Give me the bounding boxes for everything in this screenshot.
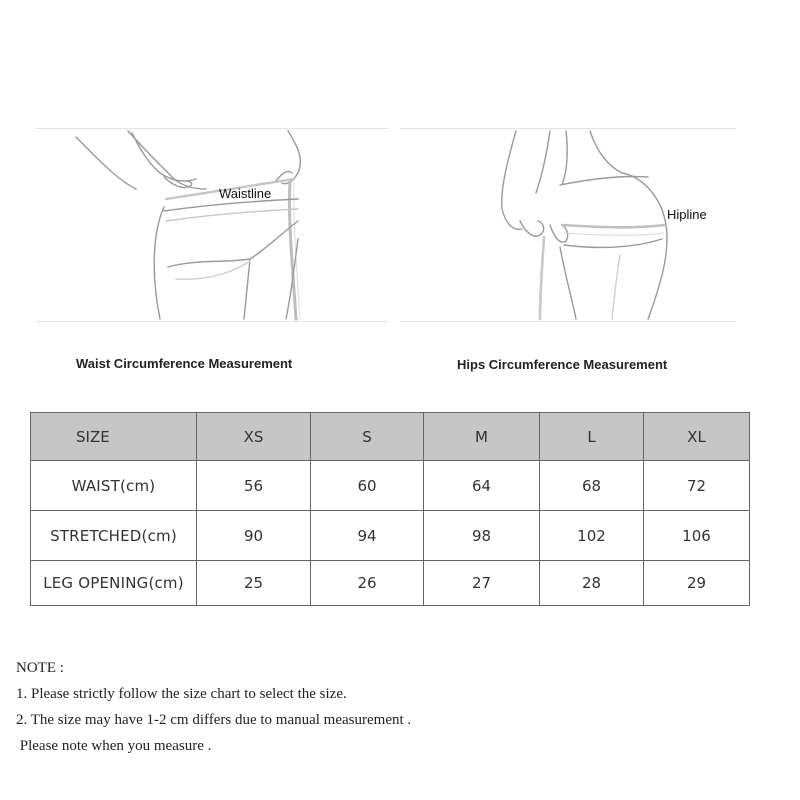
size-column-header: XS xyxy=(197,413,311,461)
table-cell: 64 xyxy=(424,461,540,511)
row-label-text: LEG OPENING xyxy=(43,574,149,592)
row-label-text: STRETCHED xyxy=(50,526,142,545)
size-header-cell: SIZE xyxy=(31,413,197,461)
hips-caption: Hips Circumference Measurement xyxy=(457,357,668,372)
table-cell: 90 xyxy=(197,511,311,561)
table-cell: 25 xyxy=(197,561,311,606)
waist-figure-drawing xyxy=(36,129,388,321)
table-cell: 98 xyxy=(424,511,540,561)
hipline-label: Hipline xyxy=(667,207,707,222)
table-row xyxy=(31,561,750,606)
table-row xyxy=(31,511,750,561)
row-label-waist xyxy=(31,461,197,511)
table-row xyxy=(31,461,750,511)
row-label-text: WAIST xyxy=(71,476,120,495)
table-header-row xyxy=(31,413,750,461)
table-cell: 68 xyxy=(540,461,644,511)
table-cell: 29 xyxy=(644,561,750,606)
table-cell: 27 xyxy=(424,561,540,606)
notes-section xyxy=(16,655,411,759)
waist-measurement-illustration xyxy=(36,128,388,322)
table-cell: 56 xyxy=(197,461,311,511)
notes-heading: NOTE : xyxy=(16,660,64,676)
table-cell: 94 xyxy=(311,511,424,561)
size-column-header: S xyxy=(311,413,424,461)
note-line: 1. Please strictly follow the size chart to select the size. xyxy=(16,686,347,702)
hips-measurement-illustration xyxy=(400,128,736,322)
row-label-leg-opening xyxy=(31,561,197,606)
size-column-header: M xyxy=(424,413,540,461)
table-cell: 28 xyxy=(540,561,644,606)
table-cell: 102 xyxy=(540,511,644,561)
row-label-unit: (cm) xyxy=(141,526,177,545)
row-label-stretched xyxy=(31,511,197,561)
size-chart-table xyxy=(30,412,750,606)
row-label-unit: (cm) xyxy=(148,574,184,592)
note-line: Please note when you measure . xyxy=(16,738,212,754)
table-cell: 106 xyxy=(644,511,750,561)
hips-figure-drawing xyxy=(400,129,736,321)
table-cell: 60 xyxy=(311,461,424,511)
table-cell: 72 xyxy=(644,461,750,511)
size-column-header: L xyxy=(540,413,644,461)
waistline-label: Waistline xyxy=(219,186,272,201)
note-line: 2. The size may have 1-2 cm differs due to manual measurement . xyxy=(16,712,412,728)
size-column-header: XL xyxy=(644,413,750,461)
table-cell: 26 xyxy=(311,561,424,606)
row-label-unit: (cm) xyxy=(120,476,156,495)
waist-caption: Waist Circumference Measurement xyxy=(76,356,293,371)
